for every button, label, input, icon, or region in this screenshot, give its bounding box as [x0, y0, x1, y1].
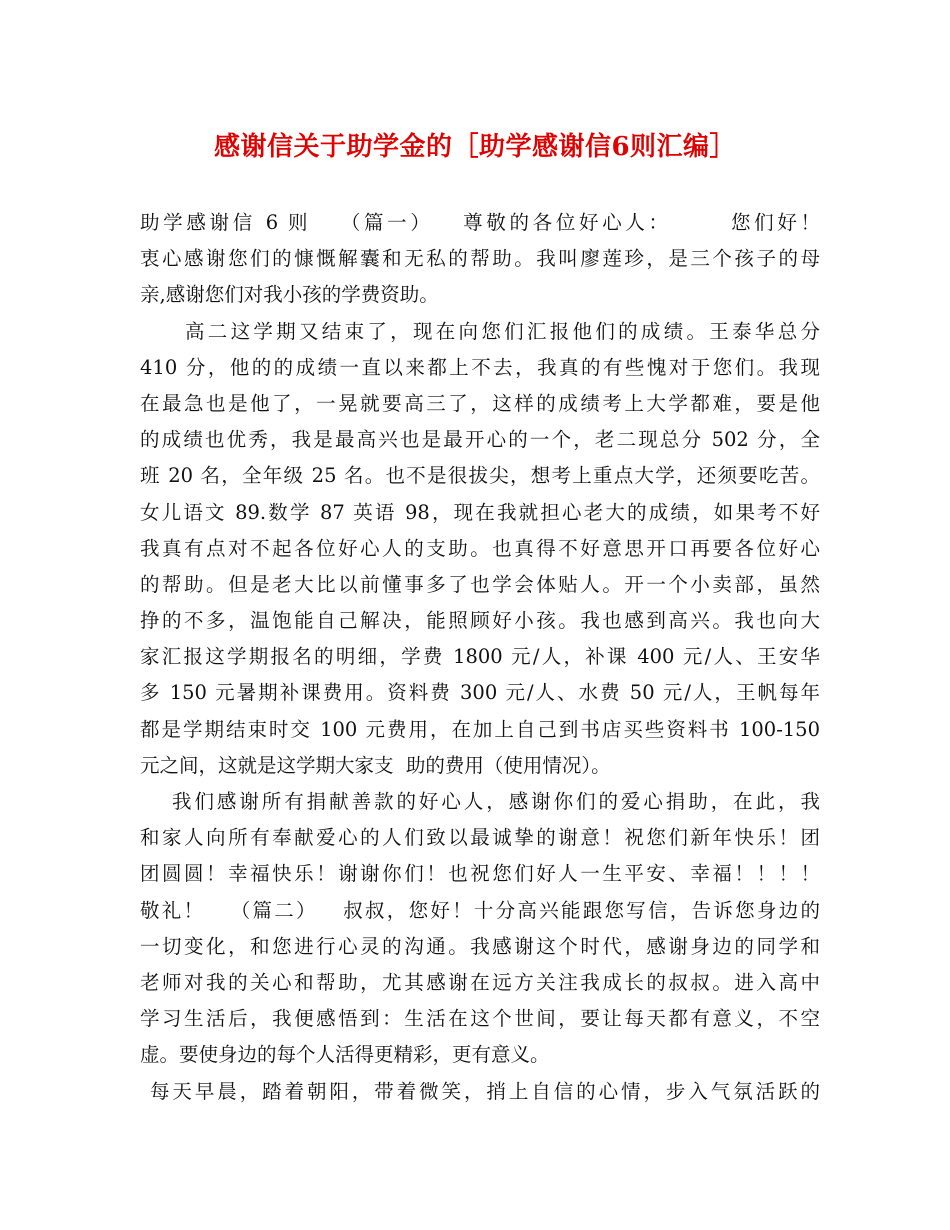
text-line: 一切变化，和您进行心灵的沟通。我感谢这个时代，感谢身边的同学和 [140, 934, 820, 958]
text-line: 每天早晨，踏着朝阳，带着微笑，捎上自信的心情，步入气氛活跃的 [150, 1079, 820, 1103]
text-line: 的帮助。但是老大比以前懂事多了也学会体贴人。开一个小卖部，虽然 [140, 572, 820, 596]
text-line: 班 20 名，全年级 25 名。也不是很拔尖，想考上重点大学，还须要吃苦。 [140, 464, 820, 488]
text-line: 虚。要使身边的每个人活得更精彩，更有意义。 [140, 1043, 550, 1067]
text-line: 老师对我的关心和帮助，尤其感谢在远方关注我成长的叔叔。进入高中 [140, 970, 820, 994]
text-line: 在最急也是他了，一晃就要高三了，这样的成绩考上大学都难，要是他 [140, 391, 820, 415]
text-line: 家汇报这学期报名的明细，学费 1800 元/人，补课 400 元/人、王安华 [140, 645, 820, 669]
text-line: 助学感谢信 6 则 （篇一） 尊敬的各位好心人： 您们好！ [140, 211, 820, 234]
text-line: 学习生活后，我便感悟到：生活在这个世间，要让每天都有意义，不空 [140, 1007, 820, 1031]
text-line: 亲,感谢您们对我小孩的学费资助。 [140, 283, 439, 307]
text-line: 团圆圆！幸福快乐！谢谢你们！也祝您们好人一生平安、幸福！！！！ [140, 862, 820, 886]
text-line: 的成绩也优秀，我是最高兴也是最开心的一个，老二现总分 502 分，全 [140, 428, 820, 452]
text-line: 高二这学期又结束了，现在向您们汇报他们的成绩。王泰华总分 [185, 319, 820, 343]
text-line: 元之间，这就是这学期大家支 助的费用（使用情况）。 [140, 753, 611, 777]
text-line: 多 150 元暑期补课费用。资料费 300 元/人、水费 50 元/人，王帆每年 [140, 681, 820, 705]
document-body [140, 205, 820, 1110]
text-line: 我们感谢所有捐献善款的好心人，感谢你们的爱心捐助，在此，我 [172, 790, 820, 813]
text-line: 都是学期结束时交 100 元费用，在加上自己到书店买些资料书 100-150 [140, 717, 820, 741]
text-line: 敬礼！ （篇二） 叔叔，您好！十分高兴能跟您写信，告诉您身边的 [140, 898, 820, 922]
text-line: 挣的不多，温饱能自己解决，能照顾好小孩。我也感到高兴。我也向大 [140, 609, 820, 633]
text-line: 衷心感谢您们的慷慨解囊和无私的帮助。我叫廖莲珍，是三个孩子的母 [140, 247, 820, 271]
text-line: 和家人向所有奉献爱心的人们致以最诚挚的谢意！祝您们新年快乐！团 [140, 826, 820, 850]
text-line: 410 分，他的的成绩一直以来都上不去，我真的有些愧对于您们。我现 [140, 355, 820, 379]
text-line: 女儿语文 89.数学 87 英语 98，现在我就担心老大的成绩，如果考不好 [140, 500, 820, 524]
document-title: 感谢信关于助学金的［助学感谢信6则汇编］ [213, 132, 737, 162]
text-line: 我真有点对不起各位好心人的支助。也真得不好意思开口再要各位好心 [140, 536, 820, 560]
